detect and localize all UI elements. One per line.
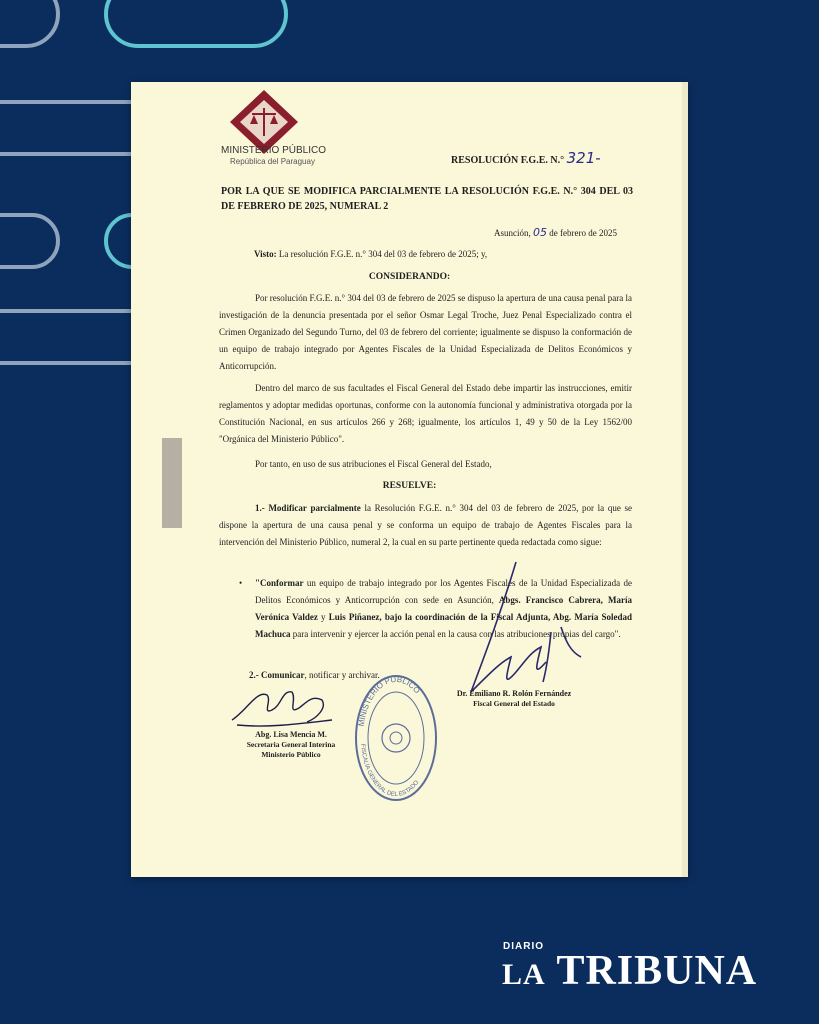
logo-diario: DIARIO bbox=[503, 941, 544, 952]
logo-wordmark bbox=[502, 947, 757, 995]
resuelve-item-1 bbox=[219, 500, 632, 551]
bullet-names-2: Luis Piñanez, bajo la coordinación de la Fiscal Adjunta, Abg. María Soledad Machuca bbox=[255, 612, 633, 639]
document-title: POR LA QUE SE MODIFICA PARCIALMENTE LA RESOLUCIÓN F.G.E. N.° 304 DEL 03 DE FEBRERO DE 2025, NUMERAL 2 bbox=[221, 186, 633, 212]
paper-edge bbox=[682, 82, 688, 877]
brand-subtitle: República del Paraguay bbox=[230, 157, 315, 166]
resuelve-heading: RESUELVE: bbox=[382, 481, 437, 491]
fiscal-role: Fiscal General del Estado bbox=[473, 699, 555, 708]
secretaria-role: Secretaria General Interina bbox=[246, 740, 336, 749]
resolution-document bbox=[131, 82, 688, 877]
brand-name: MINISTERIO PÚBLICO bbox=[221, 145, 327, 156]
item2-bold: Comunicar bbox=[261, 670, 305, 680]
item2-number: 2.- bbox=[249, 670, 259, 680]
resolution-handwritten-number: 321- bbox=[566, 149, 601, 167]
secretaria-org: Ministerio Público bbox=[261, 750, 321, 759]
logo-tribuna: TRIBUNA bbox=[556, 948, 758, 994]
visto-label: Visto: bbox=[254, 249, 277, 259]
visto-line bbox=[254, 249, 487, 259]
official-stamp bbox=[353, 672, 439, 804]
bullet-text-1: un equipo de trabajo integrado por los Agentes Fiscales de la Unidad Especializada de Delitos Económicos y Anticorrupción con sede en Asunción, bbox=[255, 578, 633, 605]
considerando-paragraph-3: Por tanto, en uso de sus atribuciones el Fiscal General del Estado, bbox=[255, 459, 492, 469]
decorative-pill bbox=[0, 213, 60, 269]
considerando-heading: CONSIDERANDO: bbox=[368, 272, 451, 282]
fiscal-name: Dr. Emiliano R. Rolón Fernández bbox=[456, 689, 572, 698]
stamp-bottom-text: FISCALÍA GENERAL DEL ESTADO bbox=[359, 743, 421, 799]
considerando-paragraph-2: Dentro del marco de sus facultades el Fiscal General del Estado debe impartir las instrucciones, emitir reglamentos y adoptar medidas oportunas, conforme con la autonomía funcional y administrativa otorgada por la Constitución Nacional, en sus artículos 266 y 268; igualmente, los artículos 1, 49 y 50 de la Ley 1562/00 "Orgánica del Ministerio Público". bbox=[219, 383, 632, 444]
visto-text: La resolución F.G.E. n.° 304 del 03 de febrero de 2025; y, bbox=[278, 249, 488, 259]
date-prefix: Asunción, bbox=[494, 228, 531, 238]
document-date bbox=[494, 226, 617, 239]
brand-block bbox=[221, 145, 326, 167]
decorative-pill bbox=[0, 0, 60, 48]
secretaria-signature-block bbox=[231, 730, 351, 760]
paper-tab-strip bbox=[162, 438, 182, 528]
stamp-top-text: MINISTERIO PÚBLICO bbox=[356, 674, 422, 727]
item1-number: 1.- bbox=[255, 503, 265, 513]
secretaria-name: Abg. Lisa Mencia M. bbox=[255, 730, 327, 739]
bullet-conformar: "Conformar bbox=[255, 578, 304, 588]
bullet-text-2: para intervenir y ejercer la acción penal en la causa con las atribuciones propias del cargo". bbox=[292, 629, 621, 639]
date-rest: de febrero de 2025 bbox=[549, 228, 617, 238]
item1-bold: Modificar parcialmente bbox=[268, 503, 361, 513]
bullet-and: y bbox=[321, 612, 326, 622]
secretaria-signature bbox=[227, 680, 337, 735]
fiscal-signature-block bbox=[449, 689, 579, 709]
resolution-label: RESOLUCIÓN F.G.E. N.° bbox=[451, 155, 565, 166]
logo-la: LA bbox=[502, 958, 546, 991]
item2-text: , notificar y archivar. bbox=[304, 670, 380, 680]
item1-text: la Resolución F.G.E. n.° 304 del 03 de febrero de 2025, por la que se dispone la apertura de una causa penal y se conforma un equipo de trabajo de Agentes Fiscales para la intervención del Ministerio Público, numeral 2, la cual en su parte pertinente queda redactada como sigue: bbox=[219, 503, 633, 547]
bullet-dot-icon: • bbox=[239, 578, 243, 588]
considerando-paragraph-1: Por resolución F.G.E. n.° 304 del 03 de febrero de 2025 se dispuso la apertura de una causa penal para la investigación de la denuncia presentada por el señor Osmar Legal Troche, Juez Penal Especializado contra el Crimen Organizado del Segundo Turno, del 03 de febrero del corriente; igualmente se dispuso la conformación de un equipo de trabajo integrado por Agentes Fiscales de la Unidad Especializada de Delitos Económicos y Anticorrupción. bbox=[219, 293, 632, 371]
decorative-pill bbox=[104, 0, 288, 48]
date-day: 05 bbox=[533, 226, 547, 239]
resolution-number bbox=[451, 149, 601, 167]
bullet-names-1: Abgs. Francisco Cabrera, María Verónica Valdez bbox=[255, 595, 632, 622]
fiscal-signature bbox=[431, 552, 591, 702]
